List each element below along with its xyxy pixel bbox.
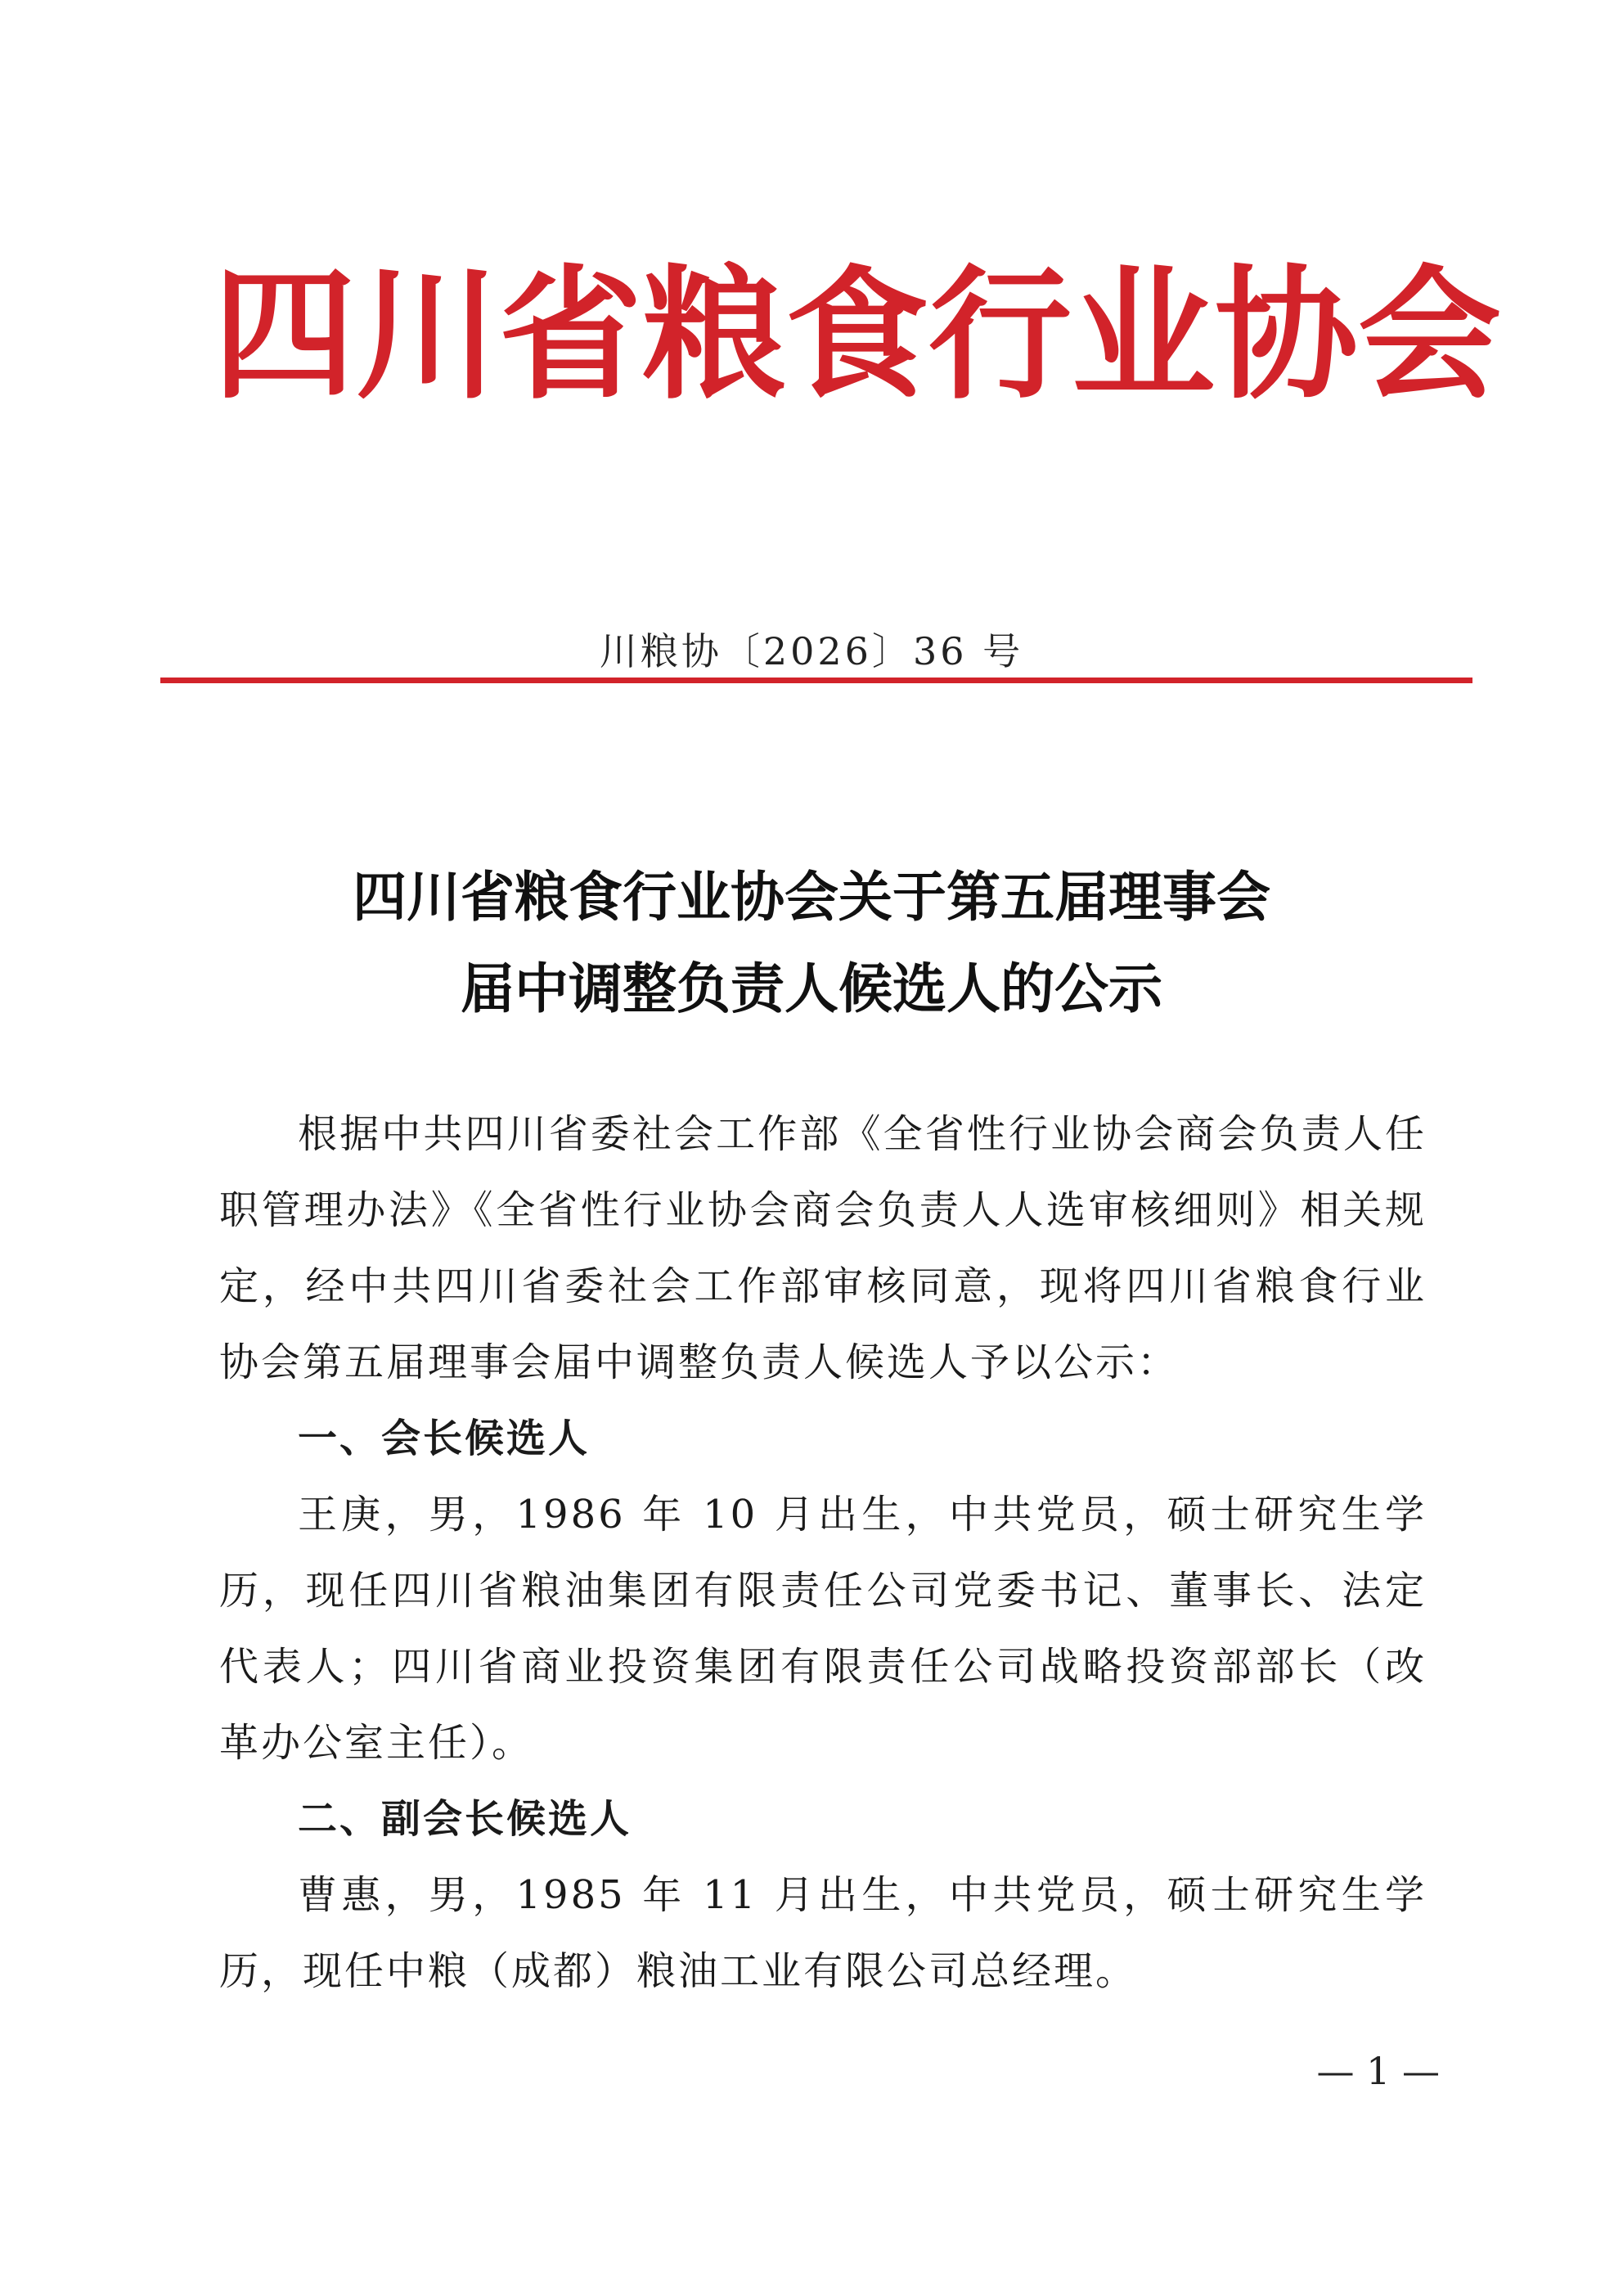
vice-president-candidate-paragraph: 曹惠，男，1985 年 11 月出生，中共党员，硕士研究生学历，现任中粮（成都）粮油工业有限公司总经理。 [219, 1872, 1427, 1994]
header-char: 会 [1358, 252, 1501, 419]
president-candidate-paragraph: 王庚，男，1986 年 10 月出生，中共党员，硕士研究生学历，现任四川省粮油集团有限责任公司党委书记、董事长、法定代表人；四川省商业投资集团有限责任公司战略投资部部长（改革办公室主任）。 [219, 1492, 1427, 1766]
title-line-2: 届中调整负责人候选人的公示 [461, 957, 1162, 1020]
document-number: 川粮协〔2026〕36 号 [599, 629, 1024, 673]
document-title [0, 851, 1623, 1034]
header-char: 协 [1215, 252, 1358, 419]
section-heading-president: 一、会长候选人 [298, 1416, 591, 1461]
header-char: 省 [499, 252, 642, 419]
red-divider-line [160, 678, 1472, 683]
document-body [219, 1096, 1427, 2010]
header-char: 四 [213, 252, 356, 419]
organization-header [213, 252, 1501, 419]
page-number: — 1 — [1316, 2049, 1440, 2093]
header-char: 食 [785, 252, 928, 419]
header-char: 行 [928, 252, 1072, 419]
title-line-1: 四川省粮食行业协会关于第五届理事会 [353, 865, 1270, 929]
header-char: 业 [1072, 252, 1215, 419]
section-heading-vice-president: 二、副会长候选人 [298, 1796, 632, 1842]
header-char: 粮 [642, 252, 785, 419]
intro-paragraph: 根据中共四川省委社会工作部《全省性行业协会商会负责人任职管理办法》《全省性行业协会商会负责人人选审核细则》相关规定，经中共四川省委社会工作部审核同意，现将四川省粮食行业协会第五届理事会届中调整负责人候选人予以公示： [219, 1111, 1427, 1385]
header-char: 川 [356, 252, 499, 419]
